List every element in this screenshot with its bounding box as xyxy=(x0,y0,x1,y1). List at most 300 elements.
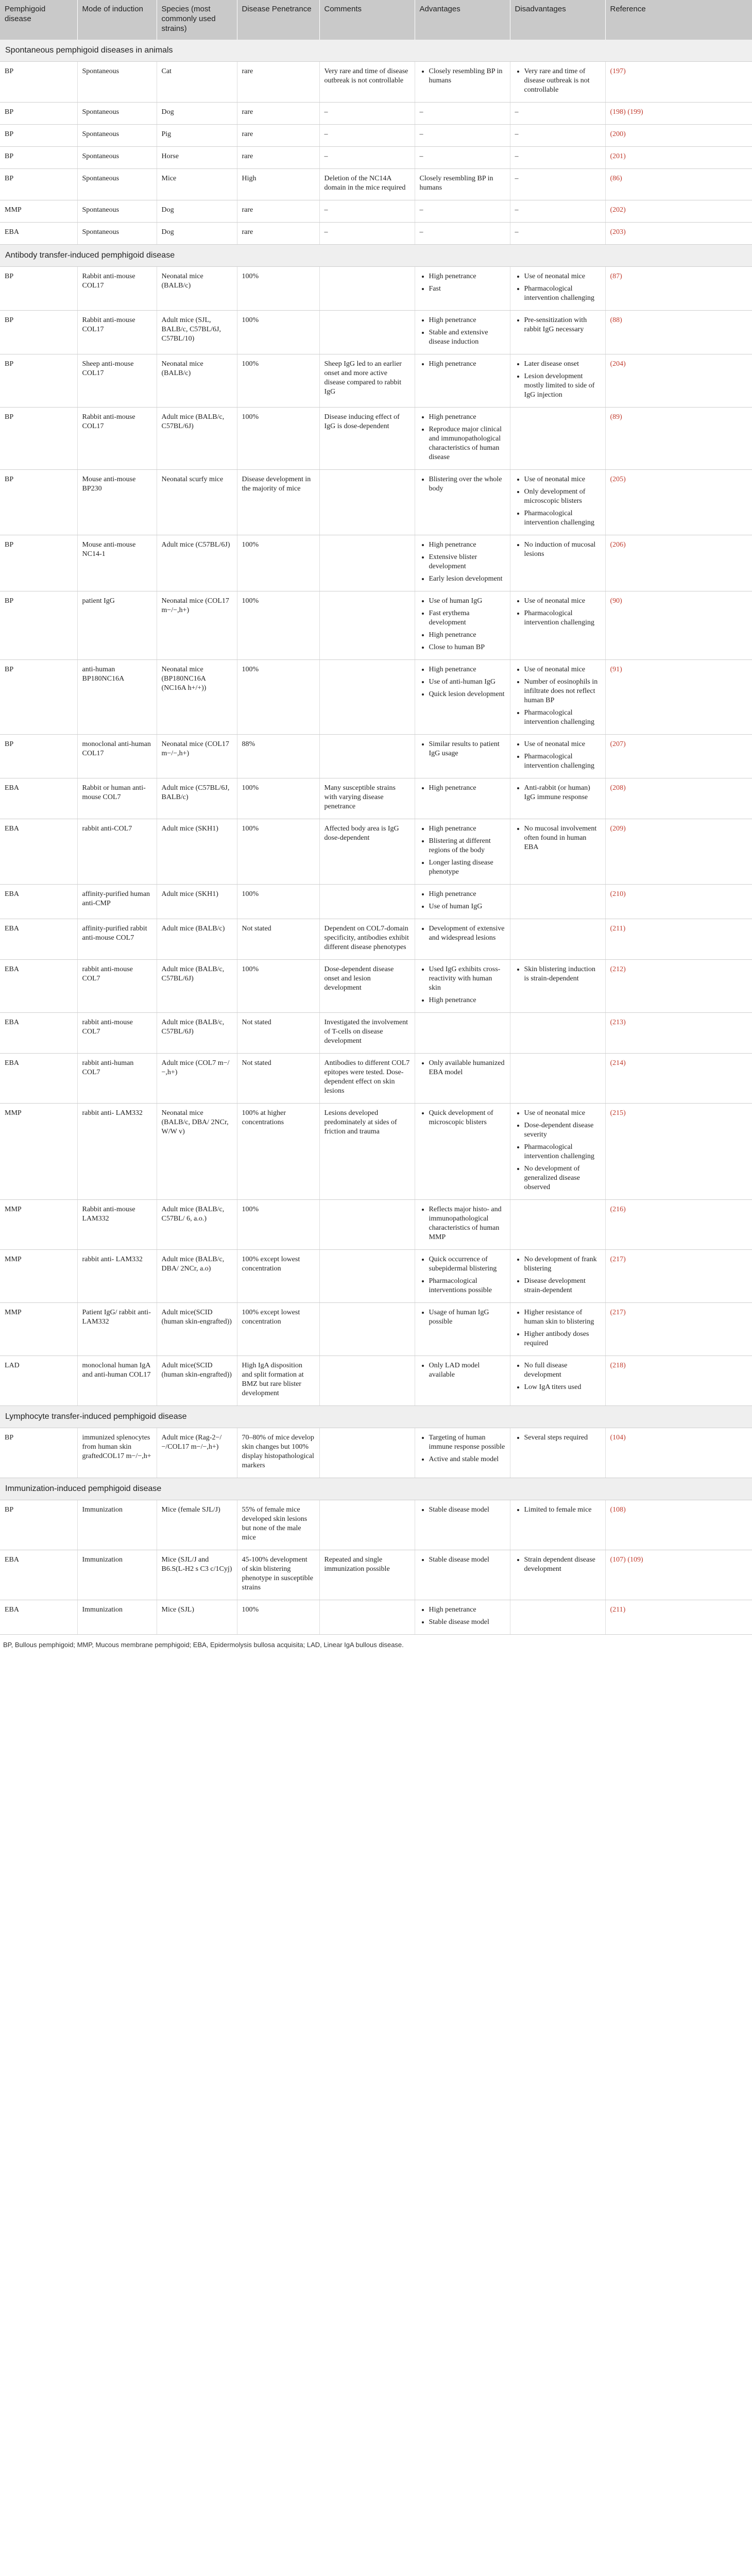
cell-reference[interactable]: (208) xyxy=(605,778,752,819)
cell-penetrance: 100% xyxy=(237,1600,319,1635)
disadvantages-list xyxy=(515,665,601,727)
cell-advantages xyxy=(415,778,510,819)
cell-disadvantages xyxy=(510,919,605,960)
cell-species: Pig xyxy=(157,125,237,147)
cell-disease: MMP xyxy=(0,1200,77,1250)
cell-species: Horse xyxy=(157,147,237,169)
disadvantages-item: • Skin blistering induction is strain-dependent xyxy=(524,965,601,984)
disadvantages-item: • Use of neonatal mice xyxy=(524,597,601,606)
cell-disadvantages xyxy=(510,1303,605,1356)
cell-penetrance: rare xyxy=(237,62,319,103)
disadvantages-item: • Pharmacological intervention challenging xyxy=(524,284,601,303)
cell-comments xyxy=(319,470,415,535)
cell-advantages xyxy=(415,1428,510,1478)
disadvantages-item: • Limited to female mice xyxy=(524,1505,601,1515)
table-row xyxy=(0,535,752,591)
cell-comments: – xyxy=(319,223,415,245)
cell-species: Neonatal scurfy mice xyxy=(157,470,237,535)
table-row xyxy=(0,885,752,919)
cell-advantages xyxy=(415,1200,510,1250)
disadvantages-item: • Pharmacological intervention challenging xyxy=(524,609,601,628)
cell-species: Mice (SJL/J and B6.S(L-H2 s C3 c/1Cyj) xyxy=(157,1550,237,1600)
cell-penetrance: Not stated xyxy=(237,1013,319,1054)
cell-comments xyxy=(319,735,415,778)
cell-mode: Spontaneous xyxy=(77,223,157,245)
cell-disadvantages xyxy=(510,1200,605,1250)
cell-disease: BP xyxy=(0,169,77,200)
section-row xyxy=(0,1478,752,1500)
cell-advantages xyxy=(415,354,510,408)
cell-disease: BP xyxy=(0,1428,77,1478)
advantages-item: • Active and stable model xyxy=(429,1455,505,1464)
cell-reference[interactable]: (202) xyxy=(605,200,752,223)
cell-mode: Immunization xyxy=(77,1600,157,1635)
advantages-list xyxy=(420,597,505,652)
cell-advantages xyxy=(415,535,510,591)
disadvantages-item: • Higher antibody doses required xyxy=(524,1330,601,1348)
advantages-item: • Early lesion development xyxy=(429,574,505,584)
header-reference: Reference xyxy=(605,0,752,40)
table-row xyxy=(0,735,752,778)
cell-disease: BP xyxy=(0,1500,77,1550)
cell-penetrance: Not stated xyxy=(237,1054,319,1104)
cell-reference[interactable]: (86) xyxy=(605,169,752,200)
cell-disadvantages: – xyxy=(510,147,605,169)
cell-reference[interactable]: (218) xyxy=(605,1356,752,1406)
cell-disadvantages xyxy=(510,267,605,311)
cell-advantages: – xyxy=(415,147,510,169)
disadvantages-list xyxy=(515,540,601,559)
cell-disease: BP xyxy=(0,408,77,470)
cell-disease: BP xyxy=(0,62,77,103)
cell-reference[interactable]: (108) xyxy=(605,1500,752,1550)
advantages-item: • Use of anti-human IgG xyxy=(429,677,505,687)
cell-disease: EBA xyxy=(0,1550,77,1600)
cell-mode: immunized splenocytes from human skin graftedCOL17 m−/−,h+ xyxy=(77,1428,157,1478)
cell-reference[interactable]: (107) (109) xyxy=(605,1550,752,1600)
disadvantages-item: • Use of neonatal mice xyxy=(524,475,601,484)
cell-comments xyxy=(319,591,415,660)
advantages-item: • High penetrance xyxy=(429,890,505,899)
cell-reference[interactable]: (88) xyxy=(605,311,752,354)
cell-advantages: – xyxy=(415,223,510,245)
advantages-list xyxy=(420,890,505,911)
cell-advantages xyxy=(415,470,510,535)
disadvantages-item: • No induction of mucosal lesions xyxy=(524,540,601,559)
cell-mode: patient IgG xyxy=(77,591,157,660)
header-advantages: Advantages xyxy=(415,0,510,40)
disadvantages-list xyxy=(515,1255,601,1295)
table-row xyxy=(0,1250,752,1303)
table-row xyxy=(0,354,752,408)
cell-mode: Spontaneous xyxy=(77,125,157,147)
advantages-item: • High penetrance xyxy=(429,665,505,674)
cell-species: Mice xyxy=(157,169,237,200)
cell-species: Neonatal mice (COL17 m−/−,h+) xyxy=(157,735,237,778)
cell-species: Adult mice (SKH1) xyxy=(157,885,237,919)
cell-penetrance: 100% except lowest concentration xyxy=(237,1250,319,1303)
advantages-item: • Blistering over the whole body xyxy=(429,475,505,494)
advantages-item: • Fast erythema development xyxy=(429,609,505,628)
disadvantages-list xyxy=(515,1308,601,1348)
cell-species: Adult mice (SJL, BALB/c, C57BL/6J, C57BL/10) xyxy=(157,311,237,354)
cell-disadvantages: – xyxy=(510,103,605,125)
section-title: Antibody transfer-induced pemphigoid disease xyxy=(0,245,752,267)
advantages-item: • Pharmacological interventions possible xyxy=(429,1277,505,1295)
disadvantages-item: • Several steps required xyxy=(524,1433,601,1443)
cell-disadvantages xyxy=(510,1104,605,1200)
advantages-list xyxy=(420,67,505,86)
cell-disease: BP xyxy=(0,535,77,591)
cell-mode: Rabbit anti-mouse COL17 xyxy=(77,311,157,354)
cell-penetrance: 100% xyxy=(237,660,319,735)
cell-comments xyxy=(319,660,415,735)
disadvantages-item: • Strain dependent disease development xyxy=(524,1555,601,1574)
disadvantages-list xyxy=(515,1555,601,1574)
cell-species: Dog xyxy=(157,223,237,245)
disadvantages-list xyxy=(515,360,601,400)
cell-disadvantages xyxy=(510,819,605,885)
table-row xyxy=(0,960,752,1013)
cell-comments: Repeated and single immunization possible xyxy=(319,1550,415,1600)
cell-advantages xyxy=(415,660,510,735)
advantages-list xyxy=(420,540,505,584)
disadvantages-list xyxy=(515,1109,601,1192)
advantages-list xyxy=(420,1605,505,1627)
cell-disadvantages xyxy=(510,354,605,408)
advantages-item: • High penetrance xyxy=(429,1605,505,1615)
cell-advantages xyxy=(415,1600,510,1635)
cell-reference[interactable]: (203) xyxy=(605,223,752,245)
section-row xyxy=(0,40,752,62)
cell-mode: Rabbit or human anti-mouse COL7 xyxy=(77,778,157,819)
cell-species: Neonatal mice (COL17 m−/−,h+) xyxy=(157,591,237,660)
table-row xyxy=(0,1550,752,1600)
cell-species: Neonatal mice (BALB/c) xyxy=(157,354,237,408)
cell-disadvantages xyxy=(510,778,605,819)
table-row xyxy=(0,660,752,735)
cell-advantages xyxy=(415,408,510,470)
cell-penetrance: 55% of female mice developed skin lesions but none of the male mice xyxy=(237,1500,319,1550)
cell-reference[interactable]: (207) xyxy=(605,735,752,778)
disadvantages-item: • Pharmacological intervention challenging xyxy=(524,509,601,528)
cell-comments: – xyxy=(319,125,415,147)
cell-advantages xyxy=(415,885,510,919)
disadvantages-list xyxy=(515,597,601,628)
cell-comments xyxy=(319,267,415,311)
advantages-item: • High penetrance xyxy=(429,360,505,369)
cell-comments: Dose-dependent disease onset and lesion development xyxy=(319,960,415,1013)
cell-comments: Investigated the involvement of T-cells on disease development xyxy=(319,1013,415,1054)
cell-reference[interactable]: (217) xyxy=(605,1250,752,1303)
cell-disadvantages xyxy=(510,1500,605,1550)
advantages-item: • High penetrance xyxy=(429,824,505,834)
section-title: Immunization-induced pemphigoid disease xyxy=(0,1478,752,1500)
disadvantages-item: • Low IgA titers used xyxy=(524,1383,601,1392)
cell-mode: rabbit anti-COL7 xyxy=(77,819,157,885)
cell-reference[interactable]: (210) xyxy=(605,885,752,919)
cell-disease: EBA xyxy=(0,223,77,245)
table-body xyxy=(0,40,752,1635)
cell-disadvantages xyxy=(510,311,605,354)
advantages-list xyxy=(420,1109,505,1127)
cell-reference[interactable]: (87) xyxy=(605,267,752,311)
section-row xyxy=(0,1406,752,1428)
section-row xyxy=(0,245,752,267)
advantages-list xyxy=(420,784,505,793)
cell-reference[interactable]: (205) xyxy=(605,470,752,535)
cell-advantages xyxy=(415,62,510,103)
cell-species: Adult mice (BALB/c, DBA/ 2NCr, a.o) xyxy=(157,1250,237,1303)
table-footnote: BP, Bullous pemphigoid; MMP, Mucous membrane pemphigoid; EBA, Epidermolysis bullosa acquisita; LAD, Linear IgA bullous disease. xyxy=(3,1641,404,1649)
cell-reference[interactable]: (209) xyxy=(605,819,752,885)
cell-advantages xyxy=(415,267,510,311)
advantages-item: • Targeting of human immune response possible xyxy=(429,1433,505,1452)
cell-mode: Mouse anti-mouse NC14-1 xyxy=(77,535,157,591)
section-title: Lymphocyte transfer-induced pemphigoid disease xyxy=(0,1406,752,1428)
cell-mode: Patient IgG/ rabbit anti- LAM332 xyxy=(77,1303,157,1356)
advantages-item: • Use of human IgG xyxy=(429,597,505,606)
cell-comments: Antibodies to different COL7 epitopes were tested. Dose-dependent effect on skin lesions xyxy=(319,1054,415,1104)
advantages-item: • Used IgG exhibits cross-reactivity with human skin xyxy=(429,965,505,993)
cell-disease: BP xyxy=(0,660,77,735)
table-row xyxy=(0,200,752,223)
header-disease: Pemphigoid disease xyxy=(0,0,77,40)
cell-advantages xyxy=(415,1550,510,1600)
advantages-list xyxy=(420,665,505,699)
disadvantages-item: • Later disease onset xyxy=(524,360,601,369)
advantages-item: • Stable disease model xyxy=(429,1505,505,1515)
cell-disease: EBA xyxy=(0,1600,77,1635)
disadvantages-item: • No mucosal involvement often found in human EBA xyxy=(524,824,601,852)
table-row xyxy=(0,470,752,535)
cell-disadvantages xyxy=(510,735,605,778)
advantages-list xyxy=(420,316,505,347)
cell-reference[interactable]: (211) xyxy=(605,919,752,960)
cell-mode: affinity-purified rabbit anti-mouse COL7 xyxy=(77,919,157,960)
cell-disease: MMP xyxy=(0,1250,77,1303)
cell-disease: BP xyxy=(0,470,77,535)
cell-species: Adult mice (BALB/c, C57BL/6J) xyxy=(157,408,237,470)
cell-reference[interactable]: (216) xyxy=(605,1200,752,1250)
cell-comments: Deletion of the NC14A domain in the mice required xyxy=(319,169,415,200)
cell-penetrance: rare xyxy=(237,223,319,245)
disadvantages-item: • Pre-sensitization with rabbit IgG necessary xyxy=(524,316,601,334)
advantages-list xyxy=(420,360,505,369)
cell-comments: Very rare and time of disease outbreak is not controllable xyxy=(319,62,415,103)
cell-reference[interactable]: (197) xyxy=(605,62,752,103)
table-row xyxy=(0,147,752,169)
cell-reference[interactable]: (104) xyxy=(605,1428,752,1478)
disadvantages-list xyxy=(515,824,601,852)
cell-advantages xyxy=(415,1303,510,1356)
cell-disadvantages xyxy=(510,960,605,1013)
cell-reference[interactable]: (200) xyxy=(605,125,752,147)
cell-reference[interactable]: (206) xyxy=(605,535,752,591)
advantages-list xyxy=(420,1255,505,1295)
table-row xyxy=(0,223,752,245)
cell-mode: Spontaneous xyxy=(77,200,157,223)
advantages-item: • Blistering at different regions of the body xyxy=(429,837,505,855)
cell-penetrance: High IgA disposition and split formation at BMZ but rare blister development xyxy=(237,1356,319,1406)
cell-mode: monoclonal anti-human COL17 xyxy=(77,735,157,778)
cell-advantages xyxy=(415,1250,510,1303)
cell-reference[interactable]: (204) xyxy=(605,354,752,408)
disadvantages-item: • Use of neonatal mice xyxy=(524,272,601,281)
advantages-list xyxy=(420,740,505,758)
table-row xyxy=(0,1054,752,1104)
table-row xyxy=(0,169,752,200)
cell-disadvantages: – xyxy=(510,200,605,223)
table-row xyxy=(0,408,752,470)
advantages-item: • High penetrance xyxy=(429,540,505,550)
cell-mode: Immunization xyxy=(77,1550,157,1600)
cell-disease: BP xyxy=(0,735,77,778)
cell-mode: Mouse anti-mouse BP230 xyxy=(77,470,157,535)
disadvantages-item: • Use of neonatal mice xyxy=(524,740,601,749)
advantages-item: • Quick lesion development xyxy=(429,690,505,699)
cell-species: Neonatal mice (BALB/c, DBA/ 2NCr, W/W v) xyxy=(157,1104,237,1200)
cell-reference[interactable]: (89) xyxy=(605,408,752,470)
cell-comments xyxy=(319,1600,415,1635)
disadvantages-list xyxy=(515,740,601,771)
cell-reference[interactable]: (215) xyxy=(605,1104,752,1200)
table-row xyxy=(0,311,752,354)
cell-disease: BP xyxy=(0,147,77,169)
advantages-item: • Use of human IgG xyxy=(429,902,505,911)
cell-advantages xyxy=(415,591,510,660)
header-mode: Mode of induction xyxy=(77,0,157,40)
header-penetrance: Disease Penetrance xyxy=(237,0,319,40)
cell-disease: EBA xyxy=(0,819,77,885)
cell-comments: Sheep IgG led to an earlier onset and more active disease compared to rabbit IgG xyxy=(319,354,415,408)
cell-comments: Many susceptible strains with varying disease penetrance xyxy=(319,778,415,819)
cell-penetrance: 100% xyxy=(237,885,319,919)
advantages-item: • Only LAD model available xyxy=(429,1361,505,1380)
header-comments: Comments xyxy=(319,0,415,40)
cell-disease: MMP xyxy=(0,200,77,223)
cell-mode: Rabbit anti-mouse COL17 xyxy=(77,267,157,311)
cell-penetrance: 88% xyxy=(237,735,319,778)
advantages-list xyxy=(420,965,505,1005)
cell-comments: Disease inducing effect of IgG is dose-dependent xyxy=(319,408,415,470)
table-row xyxy=(0,125,752,147)
cell-penetrance: 100% xyxy=(237,311,319,354)
table-row xyxy=(0,591,752,660)
advantages-item: • Reproduce major clinical and immunopathological characteristics of human disease xyxy=(429,425,505,462)
disadvantages-item: • No development of frank blistering xyxy=(524,1255,601,1274)
cell-penetrance: 100% xyxy=(237,960,319,1013)
cell-disadvantages xyxy=(510,1250,605,1303)
cell-disease: BP xyxy=(0,103,77,125)
disadvantages-item: • No development of generalized disease observed xyxy=(524,1164,601,1192)
disadvantages-list xyxy=(515,67,601,95)
cell-reference[interactable]: (91) xyxy=(605,660,752,735)
cell-disease: BP xyxy=(0,311,77,354)
advantages-item: • Closely resembling BP in humans xyxy=(429,67,505,86)
advantages-item: • High penetrance xyxy=(429,413,505,422)
cell-advantages: Closely resembling BP in humans xyxy=(415,169,510,200)
advantages-item: • Quick development of microscopic blisters xyxy=(429,1109,505,1127)
cell-penetrance: 100% xyxy=(237,778,319,819)
cell-advantages: – xyxy=(415,103,510,125)
cell-advantages xyxy=(415,1054,510,1104)
table-row xyxy=(0,819,752,885)
cell-species: Adult mice (C57BL/6J) xyxy=(157,535,237,591)
advantages-item: • Fast xyxy=(429,284,505,294)
cell-penetrance: 100% xyxy=(237,267,319,311)
advantages-item: • High penetrance xyxy=(429,316,505,325)
table-row xyxy=(0,1356,752,1406)
cell-advantages xyxy=(415,1013,510,1054)
disadvantages-list xyxy=(515,1505,601,1515)
cell-comments: Lesions developed predominately at sides of friction and trauma xyxy=(319,1104,415,1200)
cell-penetrance: rare xyxy=(237,200,319,223)
table-row xyxy=(0,1428,752,1478)
cell-reference[interactable]: (212) xyxy=(605,960,752,1013)
advantages-item: • Longer lasting disease phenotype xyxy=(429,858,505,877)
cell-disease: EBA xyxy=(0,778,77,819)
cell-reference[interactable]: (201) xyxy=(605,147,752,169)
cell-mode: Spontaneous xyxy=(77,147,157,169)
cell-advantages xyxy=(415,1500,510,1550)
cell-disease: EBA xyxy=(0,960,77,1013)
cell-species: Adult mice (BALB/c, C57BL/6J) xyxy=(157,1013,237,1054)
cell-disadvantages xyxy=(510,470,605,535)
disadvantages-item: • Higher resistance of human skin to blistering xyxy=(524,1308,601,1327)
cell-reference[interactable]: (90) xyxy=(605,591,752,660)
cell-disadvantages xyxy=(510,1054,605,1104)
advantages-list xyxy=(420,1433,505,1464)
advantages-item: • Extensive blister development xyxy=(429,553,505,571)
cell-disadvantages: – xyxy=(510,223,605,245)
cell-mode: Rabbit anti-mouse LAM332 xyxy=(77,1200,157,1250)
cell-penetrance: 100% except lowest concentration xyxy=(237,1303,319,1356)
advantages-list xyxy=(420,824,505,877)
cell-disease: MMP xyxy=(0,1303,77,1356)
cell-species: Adult mice (BALB/c) xyxy=(157,919,237,960)
cell-penetrance: 100% xyxy=(237,1200,319,1250)
table-row xyxy=(0,1500,752,1550)
cell-species: Adult mice (SKH1) xyxy=(157,819,237,885)
cell-penetrance: 100% at higher concentrations xyxy=(237,1104,319,1200)
cell-advantages xyxy=(415,311,510,354)
cell-disadvantages xyxy=(510,1600,605,1635)
cell-disadvantages xyxy=(510,591,605,660)
cell-reference[interactable]: (217) xyxy=(605,1303,752,1356)
advantages-item: • Usage of human IgG possible xyxy=(429,1308,505,1327)
disadvantages-item: • Dose-dependent disease severity xyxy=(524,1121,601,1140)
header-disadvantages: Disadvantages xyxy=(510,0,605,40)
cell-advantages: – xyxy=(415,200,510,223)
cell-reference[interactable]: (214) xyxy=(605,1054,752,1104)
disadvantages-item: • Use of neonatal mice xyxy=(524,665,601,674)
advantages-item: • Stable and extensive disease induction xyxy=(429,328,505,347)
cell-mode: Rabbit anti-mouse COL17 xyxy=(77,408,157,470)
cell-disease: BP xyxy=(0,591,77,660)
disadvantages-item: • Pharmacological intervention challenging xyxy=(524,1143,601,1161)
cell-mode: rabbit anti-mouse COL7 xyxy=(77,960,157,1013)
cell-penetrance: 100% xyxy=(237,535,319,591)
cell-species: Adult mice(SCID (human skin-engrafted)) xyxy=(157,1356,237,1406)
cell-mode: Immunization xyxy=(77,1500,157,1550)
cell-penetrance: rare xyxy=(237,103,319,125)
cell-penetrance: High xyxy=(237,169,319,200)
cell-reference[interactable]: (198) (199) xyxy=(605,103,752,125)
cell-reference[interactable]: (213) xyxy=(605,1013,752,1054)
cell-reference[interactable]: (211) xyxy=(605,1600,752,1635)
cell-penetrance: 100% xyxy=(237,354,319,408)
